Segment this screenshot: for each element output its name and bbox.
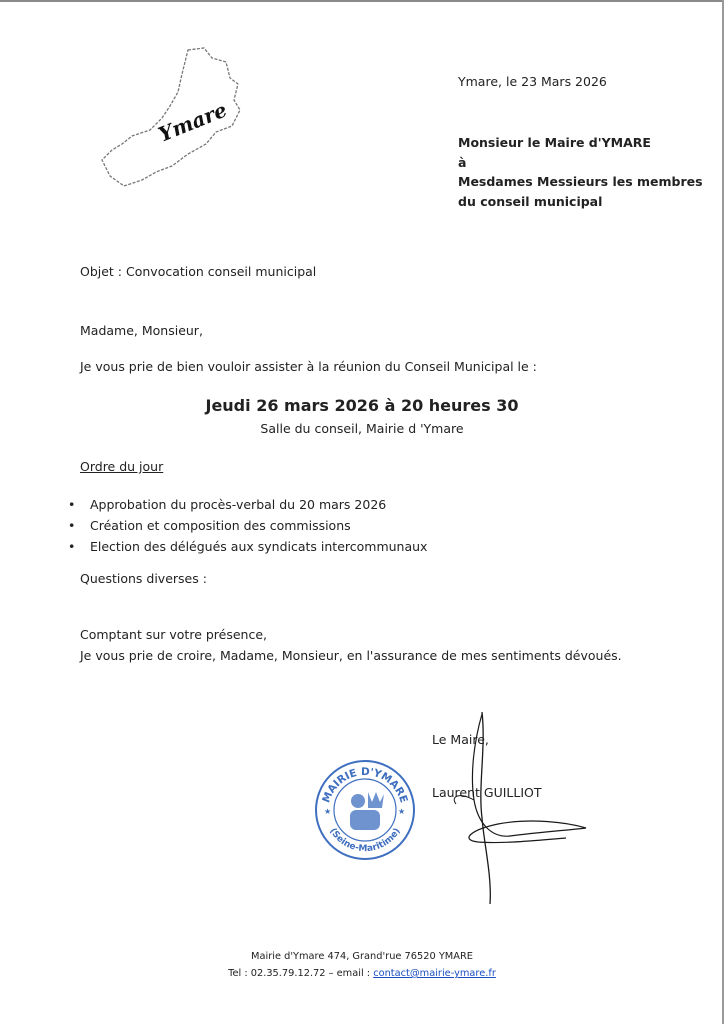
recipient-line-1: Mesdames Messieurs les membres [458,174,703,189]
recipients-block [458,133,703,211]
svg-text:★: ★ [398,807,406,816]
svg-text:★: ★ [324,807,332,816]
salutation: Madame, Monsieur, [80,323,203,338]
stamp-bottom-text: (Seine-Maritime) [327,826,403,855]
intro-paragraph: Je vous prie de bien vouloir assister à la réunion du Conseil Municipal le : [80,359,537,374]
coat-of-arms-icon [350,792,384,830]
footer-phone-text: Tel : 02.35.79.12.72 – email : [228,968,374,979]
ymare-map-logo [92,44,252,194]
agenda-item [68,494,427,515]
logo-text: Ymare [154,97,231,147]
handwritten-signature [400,700,600,910]
meeting-location: Salle du conseil, Mairie d 'Ymare [260,421,464,436]
agenda-title: Ordre du jour [80,459,164,474]
footer-address: Mairie d'Ymare 474, Grand'rue 76520 YMARE [251,951,473,962]
agenda-item-text: Election des délégués aux syndicats intercommunaux [90,539,428,554]
sender-line: Monsieur le Maire d'YMARE [458,135,651,150]
agenda-list [68,494,427,557]
closing-line-2: Je vous prie de croire, Madame, Monsieur, en l'assurance de mes sentiments dévoués. [80,648,622,663]
recipient-line-2: du conseil municipal [458,193,603,209]
agenda-item [68,515,427,536]
page-edge-top [0,0,724,2]
footer-contact [0,967,724,981]
stamp-top-text: MAIRIE D'YMARE [320,765,410,805]
questions-diverses: Questions diverses : [80,571,207,586]
to-word: à [458,154,467,170]
letter-date: Ymare, le 23 Mars 2026 [458,74,607,89]
bullet-icon: • [68,497,76,512]
bullet-icon: • [68,518,76,533]
closing-line-1: Comptant sur votre présence, [80,627,268,642]
signer-title: Le Maire, [432,732,489,747]
subject-line: Objet : Convocation conseil municipal [80,264,317,279]
agenda-item-text: Approbation du procès-verbal du 20 mars 2026 [90,497,387,512]
signer-name: Laurent GUILLIOT [432,785,542,800]
meeting-datetime: Jeudi 26 mars 2026 à 20 heures 30 [205,396,519,415]
agenda-item [68,536,427,557]
bullet-icon: • [68,539,76,554]
agenda-item-text: Création et composition des commissions [90,518,351,533]
footer-email-link[interactable]: contact@mairie-ymare.fr [373,968,496,979]
